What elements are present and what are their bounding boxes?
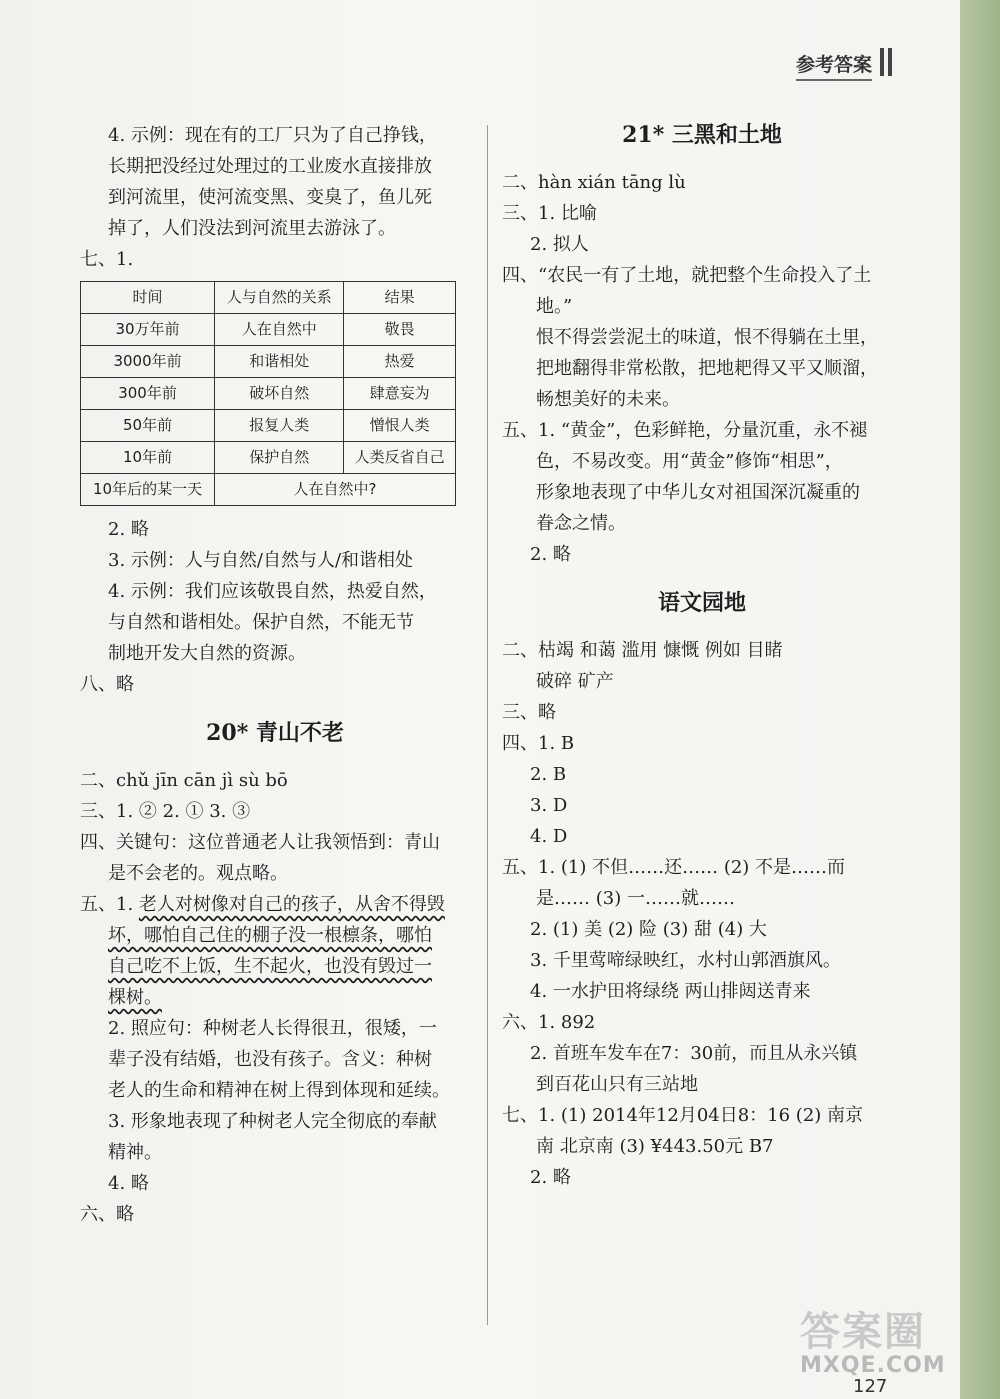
text-line: 破碎 矿产 xyxy=(536,671,614,692)
section-21-answers xyxy=(502,167,902,570)
text-line: 制地开发大自然的资源。 xyxy=(108,643,306,664)
watermark-url: MXQE.COM xyxy=(800,1353,946,1378)
text-line: 二、chǔ jīn cān jì sù bō xyxy=(80,770,288,791)
text-line: 色，不易改变。用“黄金”修饰“相思”， xyxy=(536,451,843,472)
table-cell: 10年后的某一天 xyxy=(81,474,215,506)
header-bar-icon xyxy=(880,48,884,76)
left-column xyxy=(80,120,470,1230)
text-line xyxy=(80,951,470,982)
text-line: 四、“农民一有了土地，就把整个生命投入了土 xyxy=(502,265,872,286)
text-line: 2. 略 xyxy=(530,544,571,565)
table-cell: 保护自然 xyxy=(215,442,344,474)
left-post-table-text xyxy=(80,514,470,700)
table-cell: 和谐相处 xyxy=(215,346,344,378)
text-line: 3. 千里莺啼绿映红，水村山郭酒旗风。 xyxy=(530,950,841,971)
table-row xyxy=(81,410,456,442)
text-line: 二、枯竭 和蔼 滥用 慷慨 例如 目睹 xyxy=(502,640,783,661)
text-line: 眷念之情。 xyxy=(536,513,626,534)
header-title: 参考答案 xyxy=(796,50,872,81)
table-header-cell: 人与自然的关系 xyxy=(215,282,344,314)
text-line: 老人的生命和精神在树上得到体现和延续。 xyxy=(108,1080,450,1101)
section-20-underlined xyxy=(80,920,470,1013)
text-line: 恨不得尝尝泥土的味道，恨不得躺在土里， xyxy=(536,327,878,348)
text-line: 2. 略 xyxy=(108,519,149,540)
text-line: 4. 略 xyxy=(108,1173,149,1194)
table-cell: 敬畏 xyxy=(344,314,456,346)
right-column xyxy=(502,120,902,1193)
text-line: 2. 首班车发车在7：30前，而且从永兴镇 xyxy=(530,1043,858,1064)
table-cell: 50年前 xyxy=(81,410,215,442)
text-line: 4. 一水护田将绿绕 两山排闼送青来 xyxy=(530,981,811,1002)
text-line: 2. 拟人 xyxy=(530,234,589,255)
section-title-20: 20* 青山不老 xyxy=(206,720,344,746)
text-line: 三、1. 比喻 xyxy=(502,203,597,224)
text-line: 掉了，人们没法到河流里去游泳了。 xyxy=(108,218,396,239)
text-line: 4. 示例：我们应该敬畏自然，热爱自然， xyxy=(108,581,437,602)
text-line: 与自然和谐相处。保护自然，不能无节 xyxy=(108,612,414,633)
text-line: 五、1. “黄金”，色彩鲜艳，分量沉重，永不褪 xyxy=(502,420,868,441)
left-pre-table-text xyxy=(80,120,470,275)
section-20-answers-cont xyxy=(80,1013,470,1230)
text-line: 2. B xyxy=(530,764,567,785)
text-line: 七、1. xyxy=(80,249,134,270)
text-line: 三、1. ② 2. ① 3. ③ xyxy=(80,801,251,822)
header-bar-icon xyxy=(888,48,892,76)
text-line: 3. 形象地表现了种树老人完全彻底的奉献 xyxy=(108,1111,437,1132)
text-line: 是…… (3) 一……就…… xyxy=(536,888,735,909)
table-cell: 肆意妄为 xyxy=(344,378,456,410)
text-line: 地。” xyxy=(536,296,573,317)
text-line: 长期把没经过处理过的工业废水直接排放 xyxy=(108,156,432,177)
section-title-yuwen: 语文园地 xyxy=(657,590,746,616)
section-title-21: 21* 三黑和土地 xyxy=(622,122,782,148)
text-line: 是不会老的。观点略。 xyxy=(108,863,288,884)
underlined-text: 坏，哪怕自己住的棚子没一根檩条，哪怕 xyxy=(108,925,432,946)
text-line: 到河流里，使河流变黑、变臭了，鱼儿死 xyxy=(108,187,432,208)
text-line: 四、1. B xyxy=(502,733,575,754)
table-header-cell: 时间 xyxy=(81,282,215,314)
yuwen-garden-answers xyxy=(502,635,902,1193)
text-line: 四、关键句：这位普通老人让我领悟到：青山 xyxy=(80,832,440,853)
text-line: 精神。 xyxy=(108,1142,162,1163)
text-line: 五、1. 老人对树像对自己的孩子，从舍不得毁 xyxy=(80,894,445,915)
table-row xyxy=(81,314,456,346)
text-line: 3. 示例：人与自然/自然与人/和谐相处 xyxy=(108,550,414,571)
watermark-logo: 答案圈 xyxy=(800,1309,926,1355)
table-cell: 人类反省自己 xyxy=(344,442,456,474)
human-nature-table xyxy=(80,281,456,506)
text-line: 畅想美好的未来。 xyxy=(536,389,680,410)
underlined-text: 棵树。 xyxy=(108,987,162,1008)
page-header xyxy=(560,40,900,82)
table-cell: 人在自然中? xyxy=(215,474,456,506)
text-line: 4. 示例：现在有的工厂只为了自己挣钱， xyxy=(108,125,437,146)
table-cell: 热爱 xyxy=(344,346,456,378)
text-line: 把地翻得非常松散，把地耙得又平又顺溜， xyxy=(536,358,878,379)
section-20-answers xyxy=(80,765,470,920)
text-line: 南 北京南 (3) ¥443.50元 B7 xyxy=(536,1136,774,1157)
text-line: 六、略 xyxy=(80,1204,134,1225)
table-row xyxy=(81,442,456,474)
table-header-row xyxy=(81,282,456,314)
table-row xyxy=(81,346,456,378)
text-line: 2. 照应句：种树老人长得很丑，很矮，一 xyxy=(108,1018,437,1039)
text-line: 六、1. 892 xyxy=(502,1012,596,1033)
text-line: 2. (1) 美 (2) 险 (3) 甜 (4) 大 xyxy=(530,919,767,940)
text-line xyxy=(80,920,470,951)
table-header-cell: 结果 xyxy=(344,282,456,314)
text-line: 五、1. (1) 不但……还…… (2) 不是……而 xyxy=(502,857,846,878)
table-cell: 3000年前 xyxy=(81,346,215,378)
text-line xyxy=(80,982,470,1013)
page-number: 127 xyxy=(853,1376,888,1397)
table-row xyxy=(81,378,456,410)
table-cell: 300年前 xyxy=(81,378,215,410)
text-line: 3. D xyxy=(530,795,568,816)
table-cell: 憎恨人类 xyxy=(344,410,456,442)
column-divider xyxy=(487,125,488,1325)
underlined-text: 老人对树像对自己的孩子，从舍不得毁 xyxy=(138,894,445,915)
text-line: 三、略 xyxy=(502,702,556,723)
table-cell: 报复人类 xyxy=(215,410,344,442)
watermark xyxy=(800,1300,990,1395)
text-line: 到百花山只有三站地 xyxy=(536,1074,698,1095)
text-line: 2. 略 xyxy=(530,1167,571,1188)
text-line: 八、略 xyxy=(80,674,134,695)
text-line: 七、1. (1) 2014年12月04日8：16 (2) 南京 xyxy=(502,1105,864,1126)
page-edge-strip xyxy=(960,0,1000,1399)
table-row xyxy=(81,474,456,506)
table-cell: 人在自然中 xyxy=(215,314,344,346)
underlined-text: 自己吃不上饭，生不起火，也没有毁过一 xyxy=(108,956,432,977)
table-cell: 10年前 xyxy=(81,442,215,474)
text-line: 形象地表现了中华儿女对祖国深沉凝重的 xyxy=(536,482,860,503)
text-line: 4. D xyxy=(530,826,568,847)
text-line: 辈子没有结婚，也没有孩子。含义：种树 xyxy=(108,1049,432,1070)
table-cell: 破坏自然 xyxy=(215,378,344,410)
table-cell: 30万年前 xyxy=(81,314,215,346)
text-line: 二、hàn xián tāng lù xyxy=(502,172,686,193)
